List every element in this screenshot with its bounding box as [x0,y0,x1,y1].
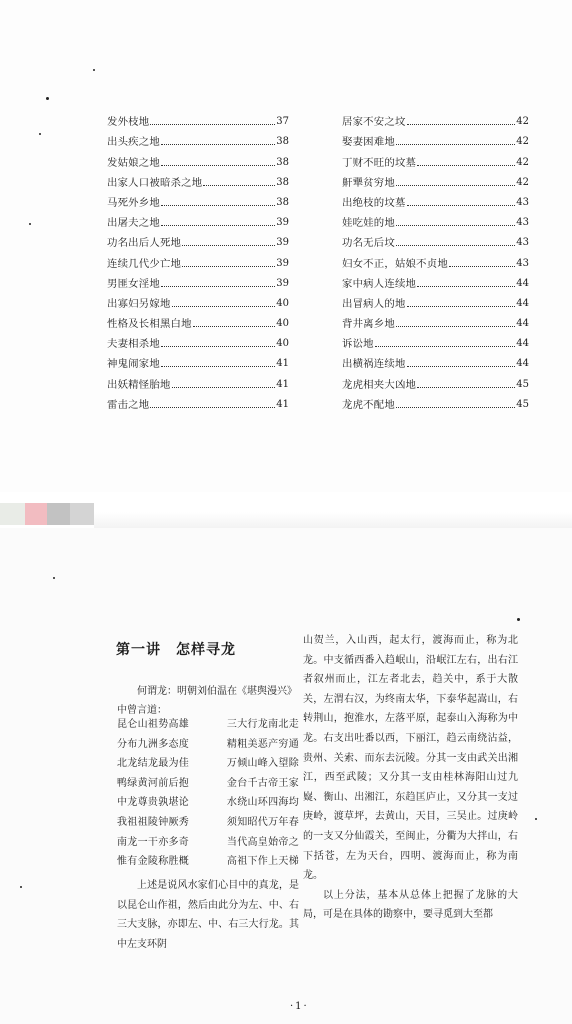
lecture-title: 第一讲 怎样寻龙 [116,642,236,658]
poem-line [117,796,299,816]
toc-entry-page: 42 [516,156,529,168]
toc-entry-page: 42 [516,136,529,148]
toc-entry [342,310,529,330]
toc-entry-page: 44 [516,318,529,330]
toc-entry-page: 39 [276,217,289,229]
toc-entry [107,270,289,290]
toc-entry [107,370,289,390]
toc-entry [342,370,529,390]
toc-entry-page: 41 [276,378,289,390]
toc-leader-dots [161,205,275,206]
toc-entry-title: 娶妻困难地 [342,136,395,149]
poem-line [117,718,299,738]
poem-verse: 须知昭代万年春 [226,816,299,828]
toc-entry-title: 出冒病人的地 [342,297,406,310]
toc-entry-title: 居家不安之坟 [342,116,406,129]
toc-entry-page: 40 [276,318,289,330]
toc-entry-title: 马死外乡地 [107,196,160,209]
toc-entry-title: 背井离乡地 [342,318,395,331]
toc-page [0,0,572,492]
toc-entry-page: 43 [516,217,529,229]
toc-leader-dots [417,387,515,388]
toc-entry-title: 娃吃娃的地 [342,217,395,230]
toc-entry [107,310,289,330]
poem-verse: 高祖下作上天梯 [226,856,299,868]
toc-leader-dots [396,326,515,327]
toc-entry-title: 龙虎不配地 [342,398,395,411]
toc-leader-dots [150,124,275,125]
right-paragraph-1: 山贺兰，入山西，起太行，渡海而止，称为北龙。中支循西番入趋岷山，沿岷江左右，出右江者叙州而止，江左者北去，趋关中，系于大散关，左渭右汉，为终南太华，下泰华起嵩山，右转荆山，抱淮水，左落平原，起泰山入海称为中龙。右支出吐番以西，下丽江，趋云南绕沾益，贵州、关索、而东去沅陵。分其一支由武关出湘江，西至武陵；又分其一支由桂林海阳山过九嶷、衡山、出湘江，东趋匡庐止，又分其一支过庚岭，渡草坪，去黄山，天目，三吴止。过庚岭的一支又分仙霞关，至闽止，分衢为大拌山，右下括苍，左为天台，四明、渡海而止，称为南龙。 [303,635,518,882]
scan-speck [29,223,31,225]
toc-leader-dots [417,165,515,166]
toc-entry [107,169,289,189]
toc-entry-page: 43 [516,257,529,269]
toc-leader-dots [193,326,276,327]
toc-entry [342,290,529,310]
toc-entry-page: 44 [516,358,529,370]
toc-entry [107,229,289,249]
toc-entry [342,128,529,148]
page-number: ·1· [290,1001,309,1012]
poem-verse: 昆仑山祖势高雄 [117,719,190,730]
toc-leader-dots [150,407,275,408]
scan-speck [39,133,41,135]
toc-entry-page: 45 [516,398,529,410]
toc-leader-dots [396,144,515,145]
toc-leader-dots [396,185,515,186]
toc-entry-page: 38 [276,196,289,208]
toc-entry-page: 44 [516,277,529,289]
toc-entry-title: 神鬼闹家地 [107,358,160,371]
toc-entry [107,391,289,411]
toc-right-column [342,108,529,411]
toc-leader-dots [182,266,275,267]
poem-line [117,855,299,875]
poem-verse: 我祖祖陵钟厥秀 [117,816,190,828]
poem-verse: 精粗美恶产穷通 [226,738,299,750]
toc-entry-title: 发姑娘之地 [107,156,160,169]
scan-speck [20,886,22,888]
toc-entry [107,128,289,148]
toc-entry-page: 38 [276,156,289,168]
toc-entry [107,108,289,128]
toc-entry-title: 发外枝地 [107,116,150,129]
toc-leader-dots [203,185,275,186]
poem-verse: 鸭绿黄河前后抱 [117,777,190,789]
toc-entry-page: 40 [276,297,289,309]
toc-entry [342,249,529,269]
toc-entry [342,108,529,128]
toc-entry-title: 功名出后人死地 [107,237,182,250]
toc-entry-page: 39 [276,257,289,269]
toc-leader-dots [161,286,275,287]
toc-entry-page: 38 [276,176,289,188]
lecture-summary: 上述是说风水家们心目中的真龙，是以昆仑山作祖，然后由此分为左、中、右三大支脉，亦即左、中、右三大行龙。其中左支环阴 [117,880,299,950]
toc-entry-title: 诉讼地 [342,338,374,351]
toc-leader-dots [396,225,515,226]
toc-entry-title: 男匪女淫地 [107,277,160,290]
toc-leader-dots [396,407,515,408]
toc-entry-page: 40 [276,338,289,350]
toc-entry [107,290,289,310]
toc-leader-dots [407,306,516,307]
toc-entry-page: 44 [516,297,529,309]
toc-leader-dots [375,346,515,347]
poem-line [117,757,299,777]
toc-entry [342,270,529,290]
poem-line [117,816,299,836]
toc-leader-dots [417,286,515,287]
toc-entry-title: 丁财不旺的坟墓 [342,156,417,169]
toc-entry [342,148,529,168]
toc-entry-title: 功名无后坟 [342,237,395,250]
scan-speck [46,97,49,100]
toc-leader-dots [182,245,275,246]
toc-entry-title: 妇女不正，姑娘不贞地 [342,257,448,270]
color-swatch [70,503,94,525]
toc-entry-page: 38 [276,136,289,148]
poem-line [117,836,299,856]
toc-entry-title: 出头疾之地 [107,136,160,149]
poem-verse: 当代高皇始帝之 [226,836,299,848]
toc-entry-title: 家中病人连续地 [342,277,417,290]
toc-entry [107,189,289,209]
scan-speck [53,577,55,579]
toc-entry-title: 出横祸连续地 [342,358,406,371]
toc-leader-dots [449,266,515,267]
toc-entry-page: 39 [276,237,289,249]
poem-verse: 三大行龙南北走 [226,719,299,730]
toc-leader-dots [161,144,275,145]
poem-block [117,718,299,875]
toc-entry [342,169,529,189]
lecture-intro: 何谓龙：明朝刘伯温在《堪舆漫兴》中曾言道： [117,686,297,716]
right-paragraph-2: 以上分法，基本从总体上把握了龙脉的大局，可是在具体的勘察中，要寻觅到大至都 [303,889,518,921]
toc-entry-title: 连续几代少亡地 [107,257,182,270]
toc-entry [107,148,289,168]
toc-entry-title: 出屠夫之地 [107,217,160,230]
toc-entry [342,189,529,209]
scan-speck [535,818,537,820]
scan-speck [517,618,520,621]
toc-entry-page: 43 [516,237,529,249]
poem-verse: 南龙一干亦多奇 [117,836,190,848]
toc-entry [342,229,529,249]
toc-entry [107,249,289,269]
toc-entry-title: 出家人口被暗杀之地 [107,176,203,189]
scan-speck [93,69,95,71]
toc-leader-dots [172,306,276,307]
toc-left-column [107,108,289,411]
color-swatch [25,503,47,525]
toc-entry-page: 44 [516,338,529,350]
toc-entry [107,209,289,229]
toc-entry-page: 37 [276,116,289,128]
toc-entry [342,330,529,350]
poem-line [117,777,299,797]
poem-verse: 水绕山环四海均 [226,797,299,809]
poem-verse: 中龙尊贵孰堪论 [117,797,190,809]
toc-leader-dots [161,346,275,347]
toc-leader-dots [407,366,516,367]
toc-leader-dots [161,165,275,166]
color-swatch [0,503,25,525]
lecture-right-column [303,631,518,925]
toc-entry-page: 41 [276,398,289,410]
toc-entry [342,350,529,370]
toc-leader-dots [161,225,275,226]
toc-entry-page: 45 [516,378,529,390]
toc-entry-title: 雷击之地 [107,398,150,411]
toc-entry-title: 出妖精怪胎地 [107,378,171,391]
toc-leader-dots [161,366,275,367]
toc-leader-dots [407,205,516,206]
toc-entry-page: 43 [516,196,529,208]
poem-verse: 北龙结龙最为佳 [117,758,190,770]
toc-entry [342,209,529,229]
toc-entry-page: 39 [276,277,289,289]
toc-entry-title: 性格及长相黑白地 [107,318,192,331]
poem-verse: 金台千古帝王家 [226,777,299,789]
poem-line [117,738,299,758]
separator-fade [94,512,572,528]
poem-verse: 分布九洲多态度 [117,738,190,750]
toc-leader-dots [407,124,516,125]
toc-entry [342,391,529,411]
toc-entry-title: 出寡妇另嫁地 [107,297,171,310]
toc-leader-dots [172,387,276,388]
toc-entry-title: 龙虎相夹大凶地 [342,378,417,391]
color-swatch [47,503,70,525]
toc-entry-title: 鼾犟贫穷地 [342,176,395,189]
toc-entry-page: 42 [516,116,529,128]
poem-verse: 万倾山峰入望除 [226,758,299,770]
toc-entry-title: 夫妻相杀地 [107,338,160,351]
toc-entry [107,350,289,370]
toc-leader-dots [396,245,515,246]
toc-entry-page: 41 [276,358,289,370]
toc-entry-page: 42 [516,176,529,188]
poem-verse: 惟有金陵称胜概 [117,856,190,868]
toc-entry [107,330,289,350]
toc-entry-title: 出绝枝的坟墓 [342,196,406,209]
